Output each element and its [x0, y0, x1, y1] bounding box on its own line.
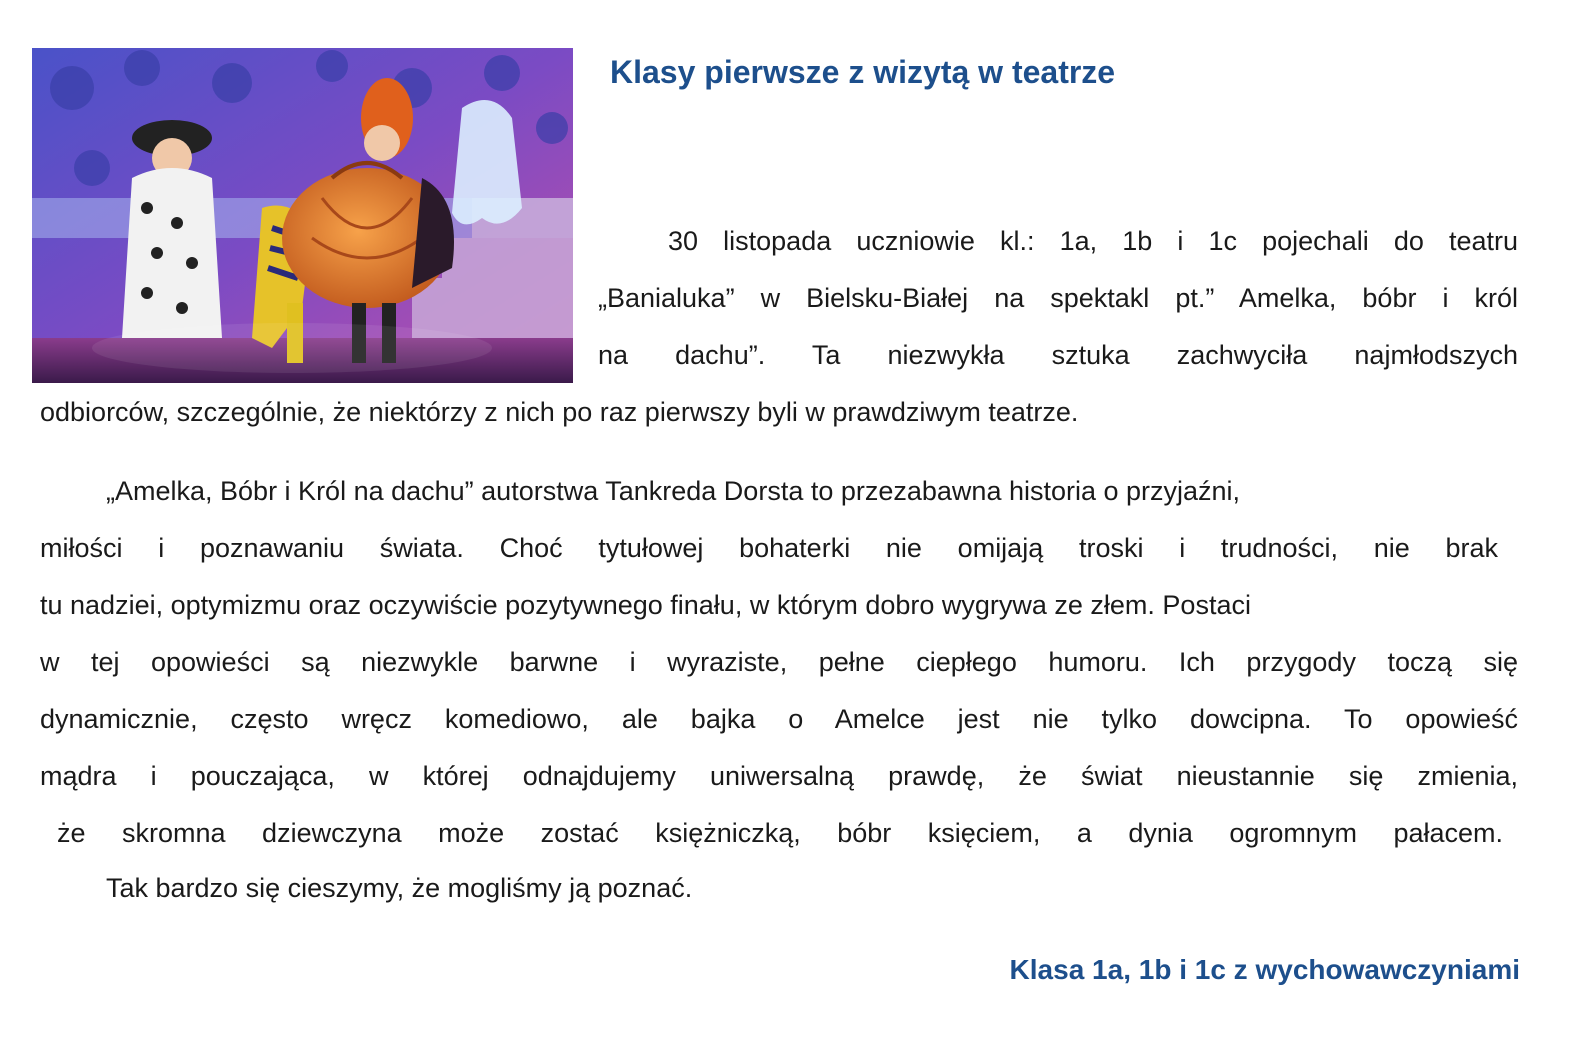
paragraph2-line-5: dynamicznie, często wręcz komediowo, ale bajka o Amelce jest nie tylko dowcipna. To opowieść: [40, 704, 1518, 734]
paragraph2-line-6: mądra i pouczająca, w której odnajdujemy uniwersalną prawdę, że świat nieustannie się zmienia,: [40, 761, 1518, 791]
paragraph2-line-8: Tak bardzo się cieszymy, że mogliśmy ją poznać.: [106, 873, 693, 903]
paragraph2-line-2: miłości i poznawaniu świata. Choć tytułowej bohaterki nie omijają troski i trudności, nie brak: [40, 533, 1498, 563]
paragraph1-line-3: na dachu”. Ta niezwykła sztuka zachwyciła najmłodszych: [598, 340, 1518, 370]
article-signature: Klasa 1a, 1b i 1c z wychowawczyniami: [1009, 954, 1520, 985]
paragraph2-line-3: tu nadziei, optymizmu oraz oczywiście pozytywnego finału, w którym dobro wygrywa ze złem. Postaci: [40, 590, 1251, 620]
article-title: Klasy pierwsze z wizytą w teatrze: [610, 54, 1116, 90]
paragraph2-line-4: w tej opowieści są niezwykle barwne i wyraziste, pełne ciepłego humoru. Ich przygody toczą się: [40, 647, 1518, 677]
paragraph1-line-1: 30 listopada uczniowie kl.: 1a, 1b i 1c pojechali do teatru: [668, 226, 1518, 256]
paragraph2-line-7: że skromna dziewczyna może zostać księżniczką, bóbr księciem, a dynia ogromnym pałacem.: [57, 818, 1503, 848]
paragraph1-line-2: „Banialuka” w Bielsku-Białej na spektakl pt.” Amelka, bóbr i król: [598, 283, 1518, 313]
paragraph2-line-1: „Amelka, Bóbr i Król na dachu” autorstwa Tankreda Dorsta to przezabawna historia o przyjaźni,: [106, 476, 1241, 506]
paragraph1-line-4: odbiorców, szczególnie, że niektórzy z nich po raz pierwszy byli w prawdziwym teatrze.: [40, 397, 1079, 427]
